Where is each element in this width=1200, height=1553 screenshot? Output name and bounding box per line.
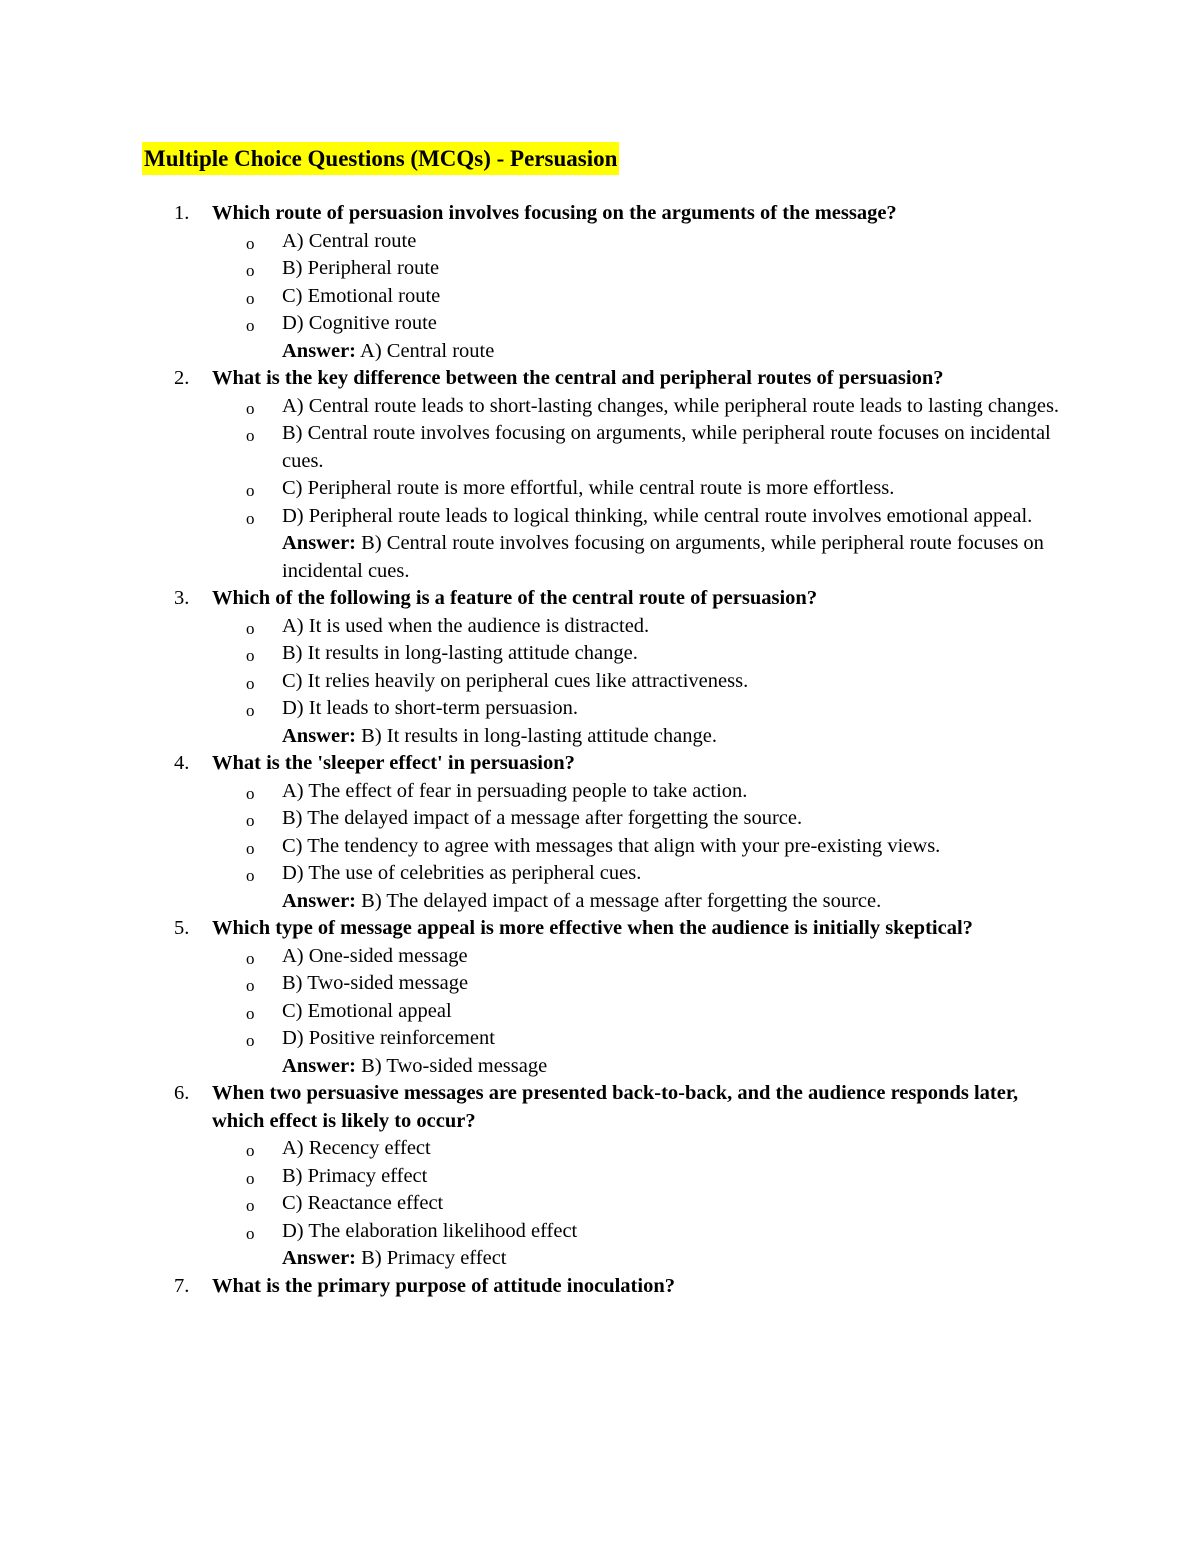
option-text: A) Central route bbox=[282, 229, 417, 252]
question-number: 4. bbox=[174, 752, 190, 774]
option-item bbox=[212, 1163, 1072, 1191]
option-item bbox=[212, 1190, 1072, 1218]
question-text: Which route of persuasion involves focusing on the arguments of the message? bbox=[212, 202, 897, 224]
option-text: C) Peripheral route is more effortful, while central route is more effortless. bbox=[282, 477, 895, 499]
option-text: D) Cognitive route bbox=[282, 312, 437, 334]
option-item bbox=[212, 420, 1072, 475]
question-list bbox=[142, 200, 1072, 1300]
answer-line bbox=[212, 1245, 1072, 1273]
bullet-icon: o bbox=[246, 948, 255, 968]
option-text: C) Emotional appeal bbox=[282, 999, 452, 1022]
bullet-icon: o bbox=[246, 783, 255, 803]
option-list bbox=[212, 778, 1072, 888]
option-item bbox=[212, 255, 1072, 283]
option-item bbox=[212, 998, 1072, 1026]
option-list bbox=[212, 943, 1072, 1053]
answer-label: Answer: bbox=[282, 724, 357, 747]
question-text: What is the primary purpose of attitude inoculation? bbox=[212, 1274, 675, 1297]
bullet-icon: o bbox=[246, 261, 255, 280]
bullet-icon: o bbox=[246, 1168, 255, 1188]
answer-label: Answer: bbox=[282, 1247, 357, 1269]
option-item bbox=[212, 228, 1072, 256]
answer-text: B) Primacy effect bbox=[361, 1247, 507, 1269]
question-text: What is the key difference between the central and peripheral routes of persuasion? bbox=[212, 367, 944, 389]
option-item bbox=[212, 393, 1072, 421]
bullet-icon: o bbox=[246, 618, 255, 638]
bullet-icon: o bbox=[246, 398, 255, 418]
question-number: 7. bbox=[174, 1274, 190, 1297]
option-item bbox=[212, 1135, 1072, 1163]
option-item bbox=[212, 1025, 1072, 1053]
question-number: 5. bbox=[174, 917, 190, 939]
bullet-icon: o bbox=[246, 481, 255, 500]
question-item bbox=[142, 1273, 1072, 1301]
bullet-icon: o bbox=[246, 426, 255, 445]
question-number: 6. bbox=[174, 1082, 190, 1104]
option-item bbox=[212, 640, 1072, 668]
question-item bbox=[142, 200, 1072, 365]
option-text: A) Central route leads to short-lasting changes, while peripheral route leads to lasting changes. bbox=[282, 394, 1060, 417]
question-item bbox=[142, 585, 1072, 750]
option-text: B) It results in long-lasting attitude change. bbox=[282, 642, 638, 664]
option-item bbox=[212, 943, 1072, 971]
option-text: C) It relies heavily on peripheral cues like attractiveness. bbox=[282, 669, 749, 692]
bullet-icon: o bbox=[246, 508, 255, 528]
option-item bbox=[212, 778, 1072, 806]
option-text: C) Emotional route bbox=[282, 284, 441, 307]
option-text: B) Primacy effect bbox=[282, 1164, 428, 1187]
question-number: 2. bbox=[174, 367, 190, 389]
question-item bbox=[142, 915, 1072, 1080]
question-text: Which type of message appeal is more effective when the audience is initially skeptical? bbox=[212, 917, 973, 939]
question-item bbox=[142, 750, 1072, 915]
option-item bbox=[212, 475, 1072, 503]
bullet-icon: o bbox=[246, 1031, 255, 1050]
option-text: A) One-sided message bbox=[282, 944, 468, 967]
bullet-icon: o bbox=[246, 646, 255, 665]
option-text: B) The delayed impact of a message after forgetting the source. bbox=[282, 807, 803, 829]
option-text: D) Positive reinforcement bbox=[282, 1027, 495, 1049]
option-list bbox=[212, 1135, 1072, 1245]
option-text: B) Peripheral route bbox=[282, 257, 440, 279]
question-item bbox=[142, 365, 1072, 585]
option-text: A) It is used when the audience is distracted. bbox=[282, 614, 650, 637]
answer-text: B) Central route involves focusing on arguments, while peripheral route focuses on incidental cues. bbox=[282, 532, 1044, 582]
option-text: A) Recency effect bbox=[282, 1137, 431, 1159]
bullet-icon: o bbox=[246, 1141, 255, 1160]
option-item bbox=[212, 283, 1072, 311]
answer-line bbox=[212, 888, 1072, 916]
bullet-icon: o bbox=[246, 1223, 255, 1243]
answer-label: Answer: bbox=[282, 532, 357, 554]
bullet-icon: o bbox=[246, 233, 255, 253]
option-item bbox=[212, 503, 1072, 531]
bullet-icon: o bbox=[246, 838, 255, 858]
answer-text: B) Two-sided message bbox=[361, 1054, 548, 1077]
answer-text: B) The delayed impact of a message after forgetting the source. bbox=[361, 889, 882, 912]
option-item bbox=[212, 613, 1072, 641]
answer-line bbox=[212, 338, 1072, 366]
question-number: 1. bbox=[174, 202, 190, 224]
option-text: C) Reactance effect bbox=[282, 1192, 444, 1214]
bullet-icon: o bbox=[246, 866, 255, 885]
question-item bbox=[142, 1080, 1072, 1273]
option-text: D) Peripheral route leads to logical thinking, while central route involves emotional appeal. bbox=[282, 504, 1033, 527]
bullet-icon: o bbox=[246, 811, 255, 830]
option-item bbox=[212, 860, 1072, 888]
bullet-icon: o bbox=[246, 288, 255, 308]
question-text: Which of the following is a feature of the central route of persuasion? bbox=[212, 587, 818, 609]
option-item bbox=[212, 310, 1072, 338]
question-number: 3. bbox=[174, 587, 190, 609]
option-text: D) The use of celebrities as peripheral cues. bbox=[282, 862, 642, 884]
option-item bbox=[212, 805, 1072, 833]
document-title: Multiple Choice Questions (MCQs) - Persuasion bbox=[142, 142, 619, 175]
option-item bbox=[212, 833, 1072, 861]
option-item bbox=[212, 970, 1072, 998]
option-list bbox=[212, 613, 1072, 723]
option-text: D) It leads to short-term persuasion. bbox=[282, 697, 579, 719]
answer-text: B) It results in long-lasting attitude change. bbox=[361, 724, 717, 747]
answer-text: A) Central route bbox=[360, 339, 495, 362]
bullet-icon: o bbox=[246, 316, 255, 335]
option-text: D) The elaboration likelihood effect bbox=[282, 1219, 578, 1242]
option-list bbox=[212, 228, 1072, 338]
bullet-icon: o bbox=[246, 1196, 255, 1215]
question-text: When two persuasive messages are presented back-to-back, and the audience responds later, which effect is likely to occur? bbox=[212, 1082, 1019, 1132]
answer-line bbox=[212, 723, 1072, 751]
answer-label: Answer: bbox=[282, 1054, 357, 1077]
option-item bbox=[212, 668, 1072, 696]
answer-line bbox=[212, 530, 1072, 585]
bullet-icon: o bbox=[246, 1003, 255, 1023]
option-text: B) Two-sided message bbox=[282, 972, 469, 994]
bullet-icon: o bbox=[246, 976, 255, 995]
answer-label: Answer: bbox=[282, 339, 357, 362]
answer-line bbox=[212, 1053, 1072, 1081]
answer-label: Answer: bbox=[282, 889, 357, 912]
option-item bbox=[212, 695, 1072, 723]
option-text: A) The effect of fear in persuading people to take action. bbox=[282, 779, 748, 802]
option-item bbox=[212, 1218, 1072, 1246]
option-text: B) Central route involves focusing on arguments, while peripheral route focuses on incidental cues. bbox=[282, 422, 1051, 472]
bullet-icon: o bbox=[246, 673, 255, 693]
bullet-icon: o bbox=[246, 701, 255, 720]
option-list bbox=[212, 393, 1072, 531]
question-text: What is the 'sleeper effect' in persuasion? bbox=[212, 752, 575, 774]
option-text: C) The tendency to agree with messages that align with your pre-existing views. bbox=[282, 834, 941, 857]
